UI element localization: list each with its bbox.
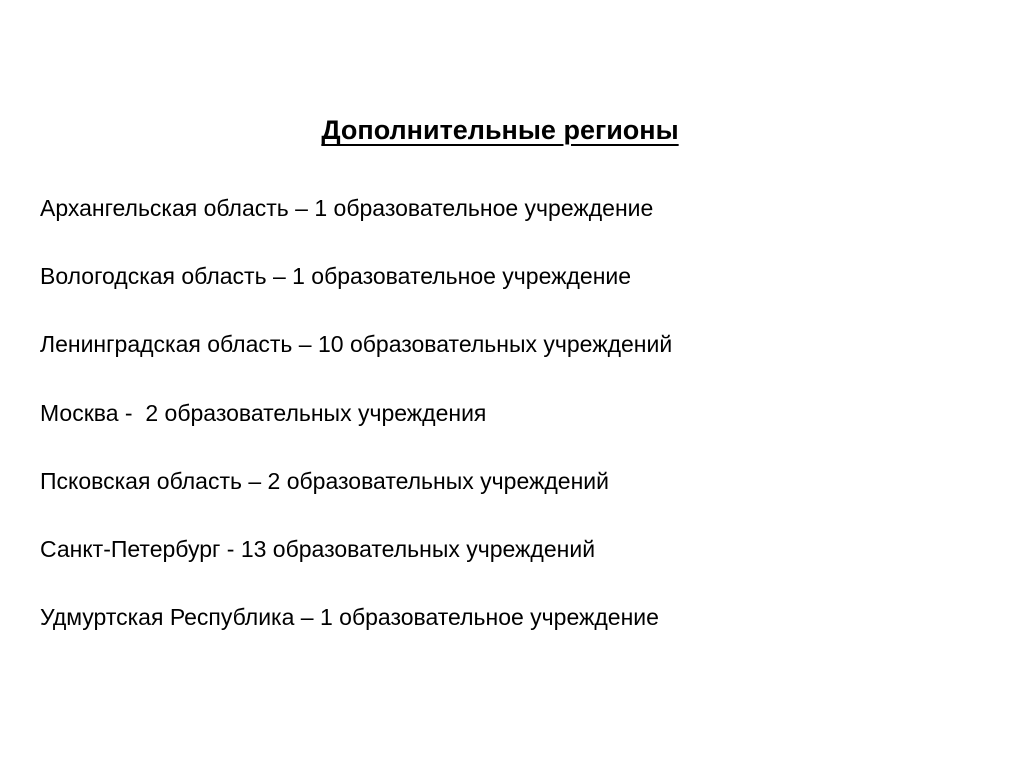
region-item: Москва - 2 образовательных учреждения	[40, 399, 487, 426]
region-item: Санкт-Петербург - 13 образовательных учреждений	[40, 535, 596, 562]
region-item: Ленинградская область – 10 образовательных учреждений	[40, 331, 673, 358]
region-item: Вологодская область – 1 образовательное учреждение	[40, 263, 632, 290]
region-item: Псковская область – 2 образовательных учреждений	[40, 467, 609, 494]
slide-title: Дополнительные регионы	[321, 115, 679, 145]
regions-list	[40, 189, 672, 666]
region-item: Удмуртская Республика – 1 образовательное учреждение	[40, 604, 659, 631]
region-item: Архангельская область – 1 образовательное учреждение	[40, 195, 654, 221]
